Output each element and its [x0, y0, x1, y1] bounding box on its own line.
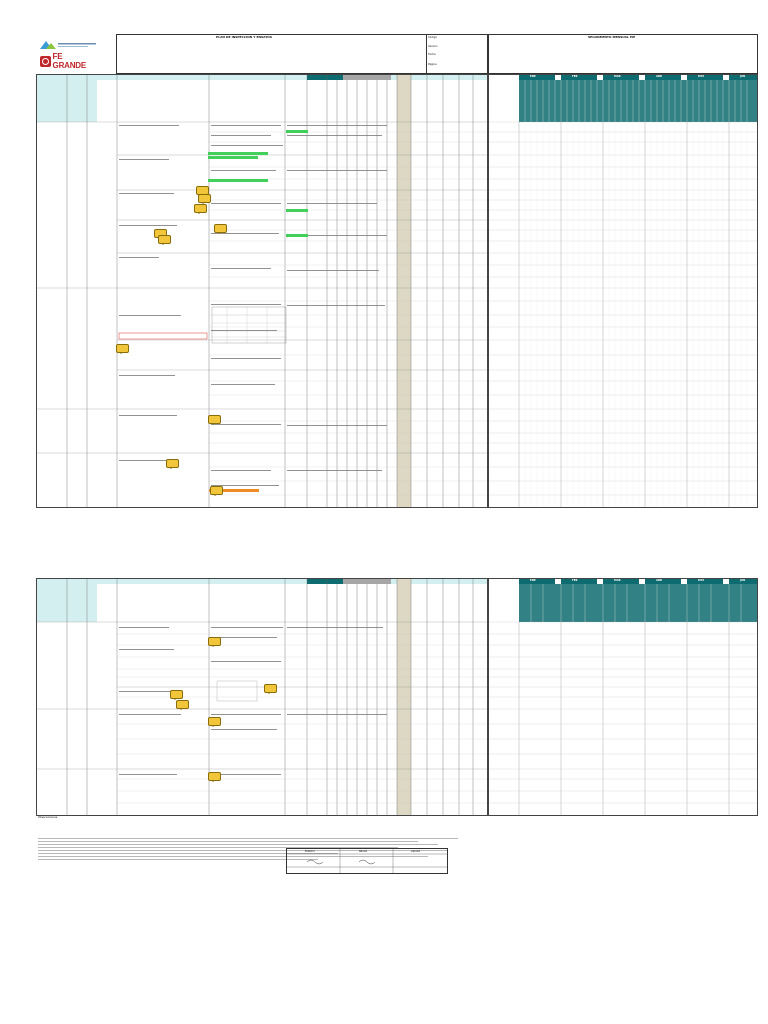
document-title-right: SEGUIMIENTO MENSUAL PIE — [588, 36, 636, 39]
sheet-page-2 — [36, 578, 756, 826]
month-header: ABR — [656, 579, 662, 582]
footer-note-label: Observaciones: — [38, 816, 59, 819]
sign-label-reviewed: Revisó — [359, 850, 368, 853]
month-header: JUN — [740, 75, 746, 78]
fe-grande-mark-icon — [40, 56, 51, 67]
green-highlight — [286, 130, 308, 133]
monthly-tracking-continued-grid — [489, 579, 757, 815]
comment-note-icon[interactable] — [264, 684, 277, 693]
code-label-left: Código — [428, 36, 437, 39]
green-highlight — [208, 179, 268, 182]
comment-note-icon[interactable] — [170, 690, 183, 699]
version-label-left: Versión — [428, 45, 438, 48]
month-header: MAY — [698, 579, 705, 582]
month-header: ABR — [656, 75, 662, 78]
header-left — [116, 34, 428, 74]
green-highlight — [286, 209, 308, 212]
month-header: MAY — [698, 75, 705, 78]
comment-note-icon[interactable] — [158, 235, 171, 244]
month-header: JUN — [740, 579, 746, 582]
sign-label-prepared: Elaboró — [305, 850, 315, 853]
sheet-page-1 — [36, 34, 756, 506]
month-header: ENE — [530, 579, 536, 582]
inspection-table-continued-grid — [37, 579, 487, 815]
month-header: ENE — [530, 75, 536, 78]
comment-note-icon[interactable] — [116, 344, 129, 353]
green-highlight — [208, 156, 258, 159]
brand-name: FE GRANDE — [52, 52, 87, 70]
mountain-logo-icon — [38, 39, 100, 51]
month-header: MAR — [614, 579, 621, 582]
comment-note-icon[interactable] — [166, 459, 179, 468]
green-highlight — [208, 152, 268, 155]
comment-note-icon[interactable] — [208, 637, 221, 646]
signature-block — [286, 848, 448, 874]
comment-note-icon[interactable] — [210, 486, 223, 495]
document-title-left: PLAN DE INSPECCIÓN Y ENSAYOS — [216, 36, 272, 39]
month-header: FEB — [572, 75, 578, 78]
comment-note-icon[interactable] — [208, 415, 221, 424]
page-label-left: Página — [428, 63, 437, 66]
header-right — [488, 34, 758, 74]
monthly-tracking-table-continued — [488, 578, 758, 816]
comment-note-icon[interactable] — [198, 194, 211, 203]
comment-note-icon[interactable] — [176, 700, 189, 709]
green-highlight — [286, 234, 308, 237]
monthly-tracking-table — [488, 74, 758, 508]
comment-note-icon[interactable] — [214, 224, 227, 233]
comment-note-icon[interactable] — [208, 772, 221, 781]
date-label-left: Fecha — [428, 53, 436, 56]
inspection-table-continued — [36, 578, 488, 816]
comment-note-icon[interactable] — [208, 717, 221, 726]
monthly-tracking-grid — [489, 75, 757, 507]
comment-note-icon[interactable] — [194, 204, 207, 213]
inspection-table — [36, 74, 488, 508]
inspection-table-grid — [37, 75, 487, 507]
sign-label-approved: Aprobó — [411, 850, 421, 853]
company-logo — [38, 36, 100, 48]
month-header: FEB — [572, 579, 578, 582]
fe-grande-logo — [40, 54, 96, 68]
month-header: MAR — [614, 75, 621, 78]
